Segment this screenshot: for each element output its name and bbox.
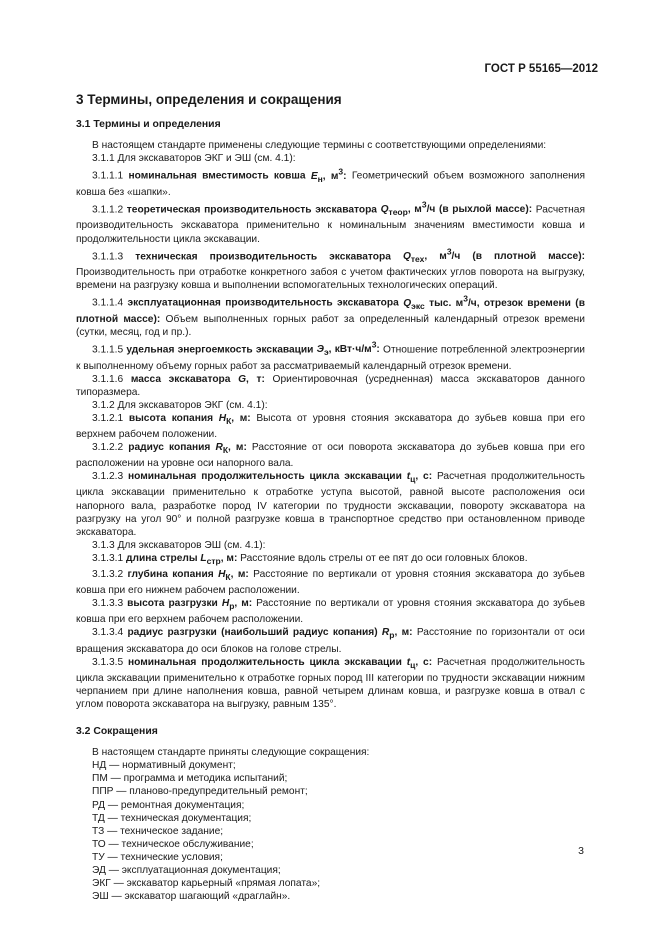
abbreviations-heading: 3.2 Сокращения — [76, 726, 158, 738]
abbreviation-item: ПМ — программа и методика испытаний; — [92, 773, 288, 785]
clause-3-1-1-3: 3.1.1.3 техническая производительность экскаватора $Q_{тех}$, $м^3/ч$ (в плотной массе): Производительность при отработке конкретного забоя с учетом фактических углов поворота на выгрузку, времени на разгрузку ковша и выполнении вспомогательных технологических операций. — [76, 246, 585, 292]
clause-3-1-3-1: 3.1.3.1 длина стрелы $L_{стр}$, м: Расстояние вдоль стрелы от ее пят до оси головных блоков. — [92, 552, 528, 566]
clause-3-1-1-5: 3.1.1.5 удельная энергоемкость экскавации $Э_э$, $кВт\cdot ч/м^3$: Отношение потребленной электроэнергии к выполненному объему горных работ за рассматриваемый календарный отрезок времени. — [76, 340, 585, 372]
abbreviations-list — [76, 759, 585, 903]
clause-3-1-3-4: 3.1.3.4 радиус разгрузки (наибольший радиус копания) $R_р$, м: Расстояние по горизонтали от оси вращения экскаватора до оси блоков на голове стрелы. — [76, 627, 585, 655]
abbreviation-item: ТО — техническое обслуживание; — [92, 838, 254, 850]
abbreviation-item: ТУ — технические условия; — [92, 851, 223, 863]
abbreviation-item: ЭД — эксплуатационная документация; — [92, 865, 281, 877]
page-number: 3 — [578, 845, 584, 857]
clause-3-1-1-2: 3.1.1.2 теоретическая производительность экскаватора $Q_{теор}$, $м^3/ч$ (в рыхлой массе): Расчетная производительность экскаватора применительно к номинальным значениям вместимости ковша и продолжительности цикла экскавации. — [76, 199, 585, 245]
abbreviation-item: ППР — планово-предупредительный ремонт; — [92, 786, 308, 798]
abbreviation-item: РД — ремонтная документация; — [92, 799, 245, 811]
clause-3-1-2-2: 3.1.2.2 радиус копания $R_К$, м: Расстояние от оси поворота экскаватора до зубьев ковша при его расположении на уровне оси напорного вала. — [76, 442, 585, 470]
clause-3-1-1-6: 3.1.1.6 масса экскаватора G, т: Ориентировочная (усредненная) масса экскаваторов данного типоразмера. — [76, 373, 585, 398]
clause-3-1-1-1: 3.1.1.1 номинальная вместимость ковша $E_н$, $м^3$: Геометрический объем возможного заполнения ковша без «шапки». — [76, 166, 586, 198]
abbreviation-item: ТД — техническая документация; — [92, 812, 252, 824]
abbreviations-intro: В настоящем стандарте приняты следующие сокращения: — [92, 747, 370, 759]
clause-3-1-2: 3.1.2 Для экскаваторов ЭКГ (см. 4.1): — [92, 399, 268, 411]
abbreviation-item: НД — нормативный документ; — [92, 760, 236, 772]
clause-3-1-3-5: 3.1.3.5 номинальная продолжительность цикла экскавации $t_ц$, с: Расчетная продолжительность цикла экскавации применительно к отработке горных пород III категории по трудности экскавации нижним черпанием при длине наполнения ковша, равной четырем длинам ковша, и разгрузке ковша в отвал с углом поворота экскаватора на выгрузку, равным 135°. — [76, 656, 585, 711]
section-title: 3 Термины, определения и сокращения — [76, 92, 342, 107]
abbreviation-item: ТЗ — техническое задание; — [92, 825, 224, 837]
terms-heading: 3.1 Термины и определения — [76, 119, 221, 130]
clause-3-1-3: 3.1.3 Для экскаваторов ЭШ (см. 4.1): — [92, 539, 266, 551]
clause-3-1-2-1: 3.1.2.1 высота копания $H_К$, м: Высота от уровня стояния экскаватора до зубьев ковша при его верхнем рабочем положении. — [76, 412, 586, 441]
abbreviation-item: ЭКГ — экскаватор карьерный «прямая лопата»; — [92, 878, 321, 890]
terms-intro: В настоящем стандарте применены следующие термины с соответствующими определениями: — [92, 140, 547, 152]
abbreviation-item: ЭШ — экскаватор шагающий «драглайн». — [92, 891, 291, 903]
standard-designation: ГОСТ Р 55165—2012 — [484, 63, 598, 75]
document-body — [76, 118, 585, 903]
clause-3-1-1: 3.1.1 Для экскаваторов ЭКГ и ЭШ (см. 4.1): — [92, 153, 296, 165]
clause-3-1-3-3: 3.1.3.3 высота разгрузки $H_р$, м: Расстояние по вертикали от уровня стояния экскаватора до зубьев ковша при его верхнем рабочем расположении. — [76, 598, 585, 626]
clause-3-1-1-4: 3.1.1.4 эксплуатационная производительность экскаватора $Q_{экс}$ тыс. $м^3/ч$, отрезок времени (в плотной массе): Объем выполненных горных работ за определенный календарный отрезок времени (сутки, месяц, год и пр.). — [76, 293, 585, 338]
clause-3-1-2-3: 3.1.2.3 номинальная продолжительность цикла экскавации $t_ц$, с: Расчетная продолжительность цикла экскавации применительно к отработке уступа высотой, равной высоте расположения оси напорного вала, разработке пород IV категории по трудности экскавации, повороту экскаватора на разгрузку на угол 90° и полной разгрузке ковша в транспортное средство при остановленном приводе экскаватора. — [76, 471, 585, 538]
clause-3-1-3-2: 3.1.3.2 глубина копания $H_К$, м: Расстояние по вертикали от уровня стояния экскаватора до зубьев ковша при его нижнем рабочем расположении. — [76, 569, 585, 597]
